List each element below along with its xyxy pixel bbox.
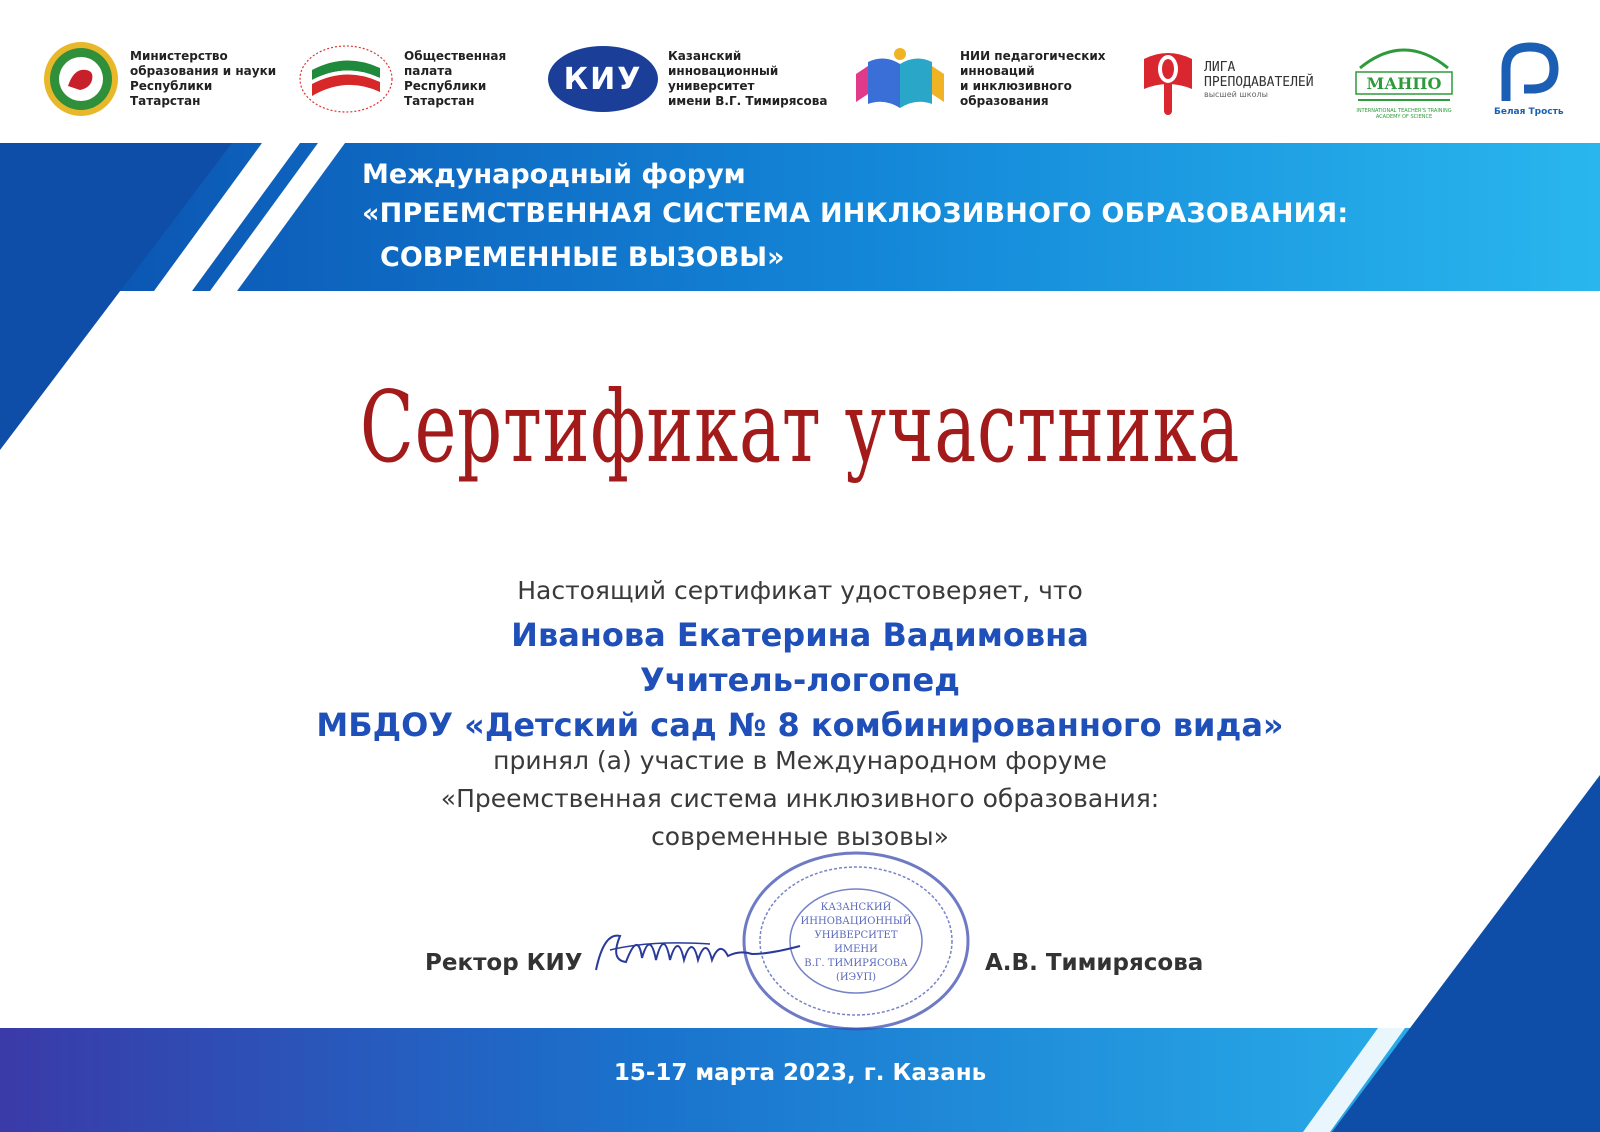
ministry-logo <box>42 34 276 124</box>
signer-name: А.В. Тимирясова <box>985 950 1204 976</box>
participation-text: принял (а) участие в Международном форуме <box>493 746 1107 775</box>
manpo-logo <box>1350 34 1458 124</box>
participant-organization: МБДОУ «Детский сад № 8 комбинированного вида» <box>316 706 1284 744</box>
left-corner-shape <box>0 143 232 450</box>
kiu-badge-text: КИУ <box>563 61 643 97</box>
banner-line-1: Международный форум <box>362 159 746 190</box>
certificate-title: Сертификат участника <box>359 371 1241 485</box>
manpo-logo-subtext: INTERNATIONAL TEACHER'S TRAINING ACADEMY OF SCIENCE <box>1356 108 1452 120</box>
stamp-line-2: ИННОВАЦИОННЫЙ <box>800 916 912 927</box>
liga-logo <box>1140 34 1314 124</box>
tatarstan-emblem-icon <box>42 40 120 118</box>
participant-name: Иванова Екатерина Вадимовна <box>511 616 1089 654</box>
stamp-line-4: ИМЕНИ <box>834 944 878 955</box>
book-spoon-icon <box>1140 39 1196 119</box>
nii-logo <box>850 34 1106 124</box>
banner-line-3: СОВРЕМЕННЫЕ ВЫЗОВЫ» <box>380 242 785 273</box>
banner-line-2: «ПРЕЕМСТВЕННАЯ СИСТЕМА ИНКЛЮЗИВНОГО ОБРАЗОВАНИЯ: <box>362 198 1349 229</box>
kiu-logo-text: Казанский инновационный университет имени В.Г. Тимирясова <box>668 49 828 108</box>
certificate-intro: Настоящий сертификат удостоверяет, что <box>517 576 1083 605</box>
belaya-trost-text: Белая Трость <box>1494 107 1564 117</box>
cane-icon <box>1496 41 1562 107</box>
stamp-line-3: УНИВЕРСИТЕТ <box>814 930 898 941</box>
ministry-logo-text: Министерство образования и науки Республики Татарстан <box>130 49 277 108</box>
stamp-line-1: КАЗАНСКИЙ <box>820 902 892 913</box>
tatarstan-flag-icon <box>298 44 394 114</box>
forum-name-line-1: «Преемственная система инклюзивного образования: <box>440 784 1160 813</box>
event-date-place: 15-17 марта 2023, г. Казань <box>613 1060 987 1086</box>
liga-logo-subtext: высшей школы <box>1204 89 1268 99</box>
liga-logo-text: ЛИГА ПРЕПОДАВАТЕЛЕЙ <box>1204 59 1314 90</box>
liga-logo-textblock <box>1204 60 1314 99</box>
stamp-line-5: В.Г. ТИМИРЯСОВА <box>804 958 908 969</box>
public-chamber-logo <box>298 34 506 124</box>
public-chamber-logo-text: Общественная палата Республики Татарстан <box>404 49 507 108</box>
belaya-trost-logo <box>1494 34 1564 124</box>
signature-role: Ректор КИУ <box>425 950 583 976</box>
participant-position: Учитель-логопед <box>639 661 961 699</box>
open-book-icon <box>850 44 950 114</box>
handwritten-signature <box>590 910 810 990</box>
manpo-badge-text: МАНПО <box>1366 74 1442 93</box>
manpo-temple-icon <box>1350 38 1458 108</box>
stamp-line-6: (ИЭУП) <box>835 972 877 983</box>
forum-name-line-2: современные вызовы» <box>651 822 949 851</box>
kiu-badge <box>548 46 658 112</box>
nii-logo-text: НИИ педагогических инноваций и инклюзивного образования <box>960 49 1106 108</box>
forum-banner-title <box>362 158 1348 280</box>
kiu-logo <box>548 34 827 124</box>
